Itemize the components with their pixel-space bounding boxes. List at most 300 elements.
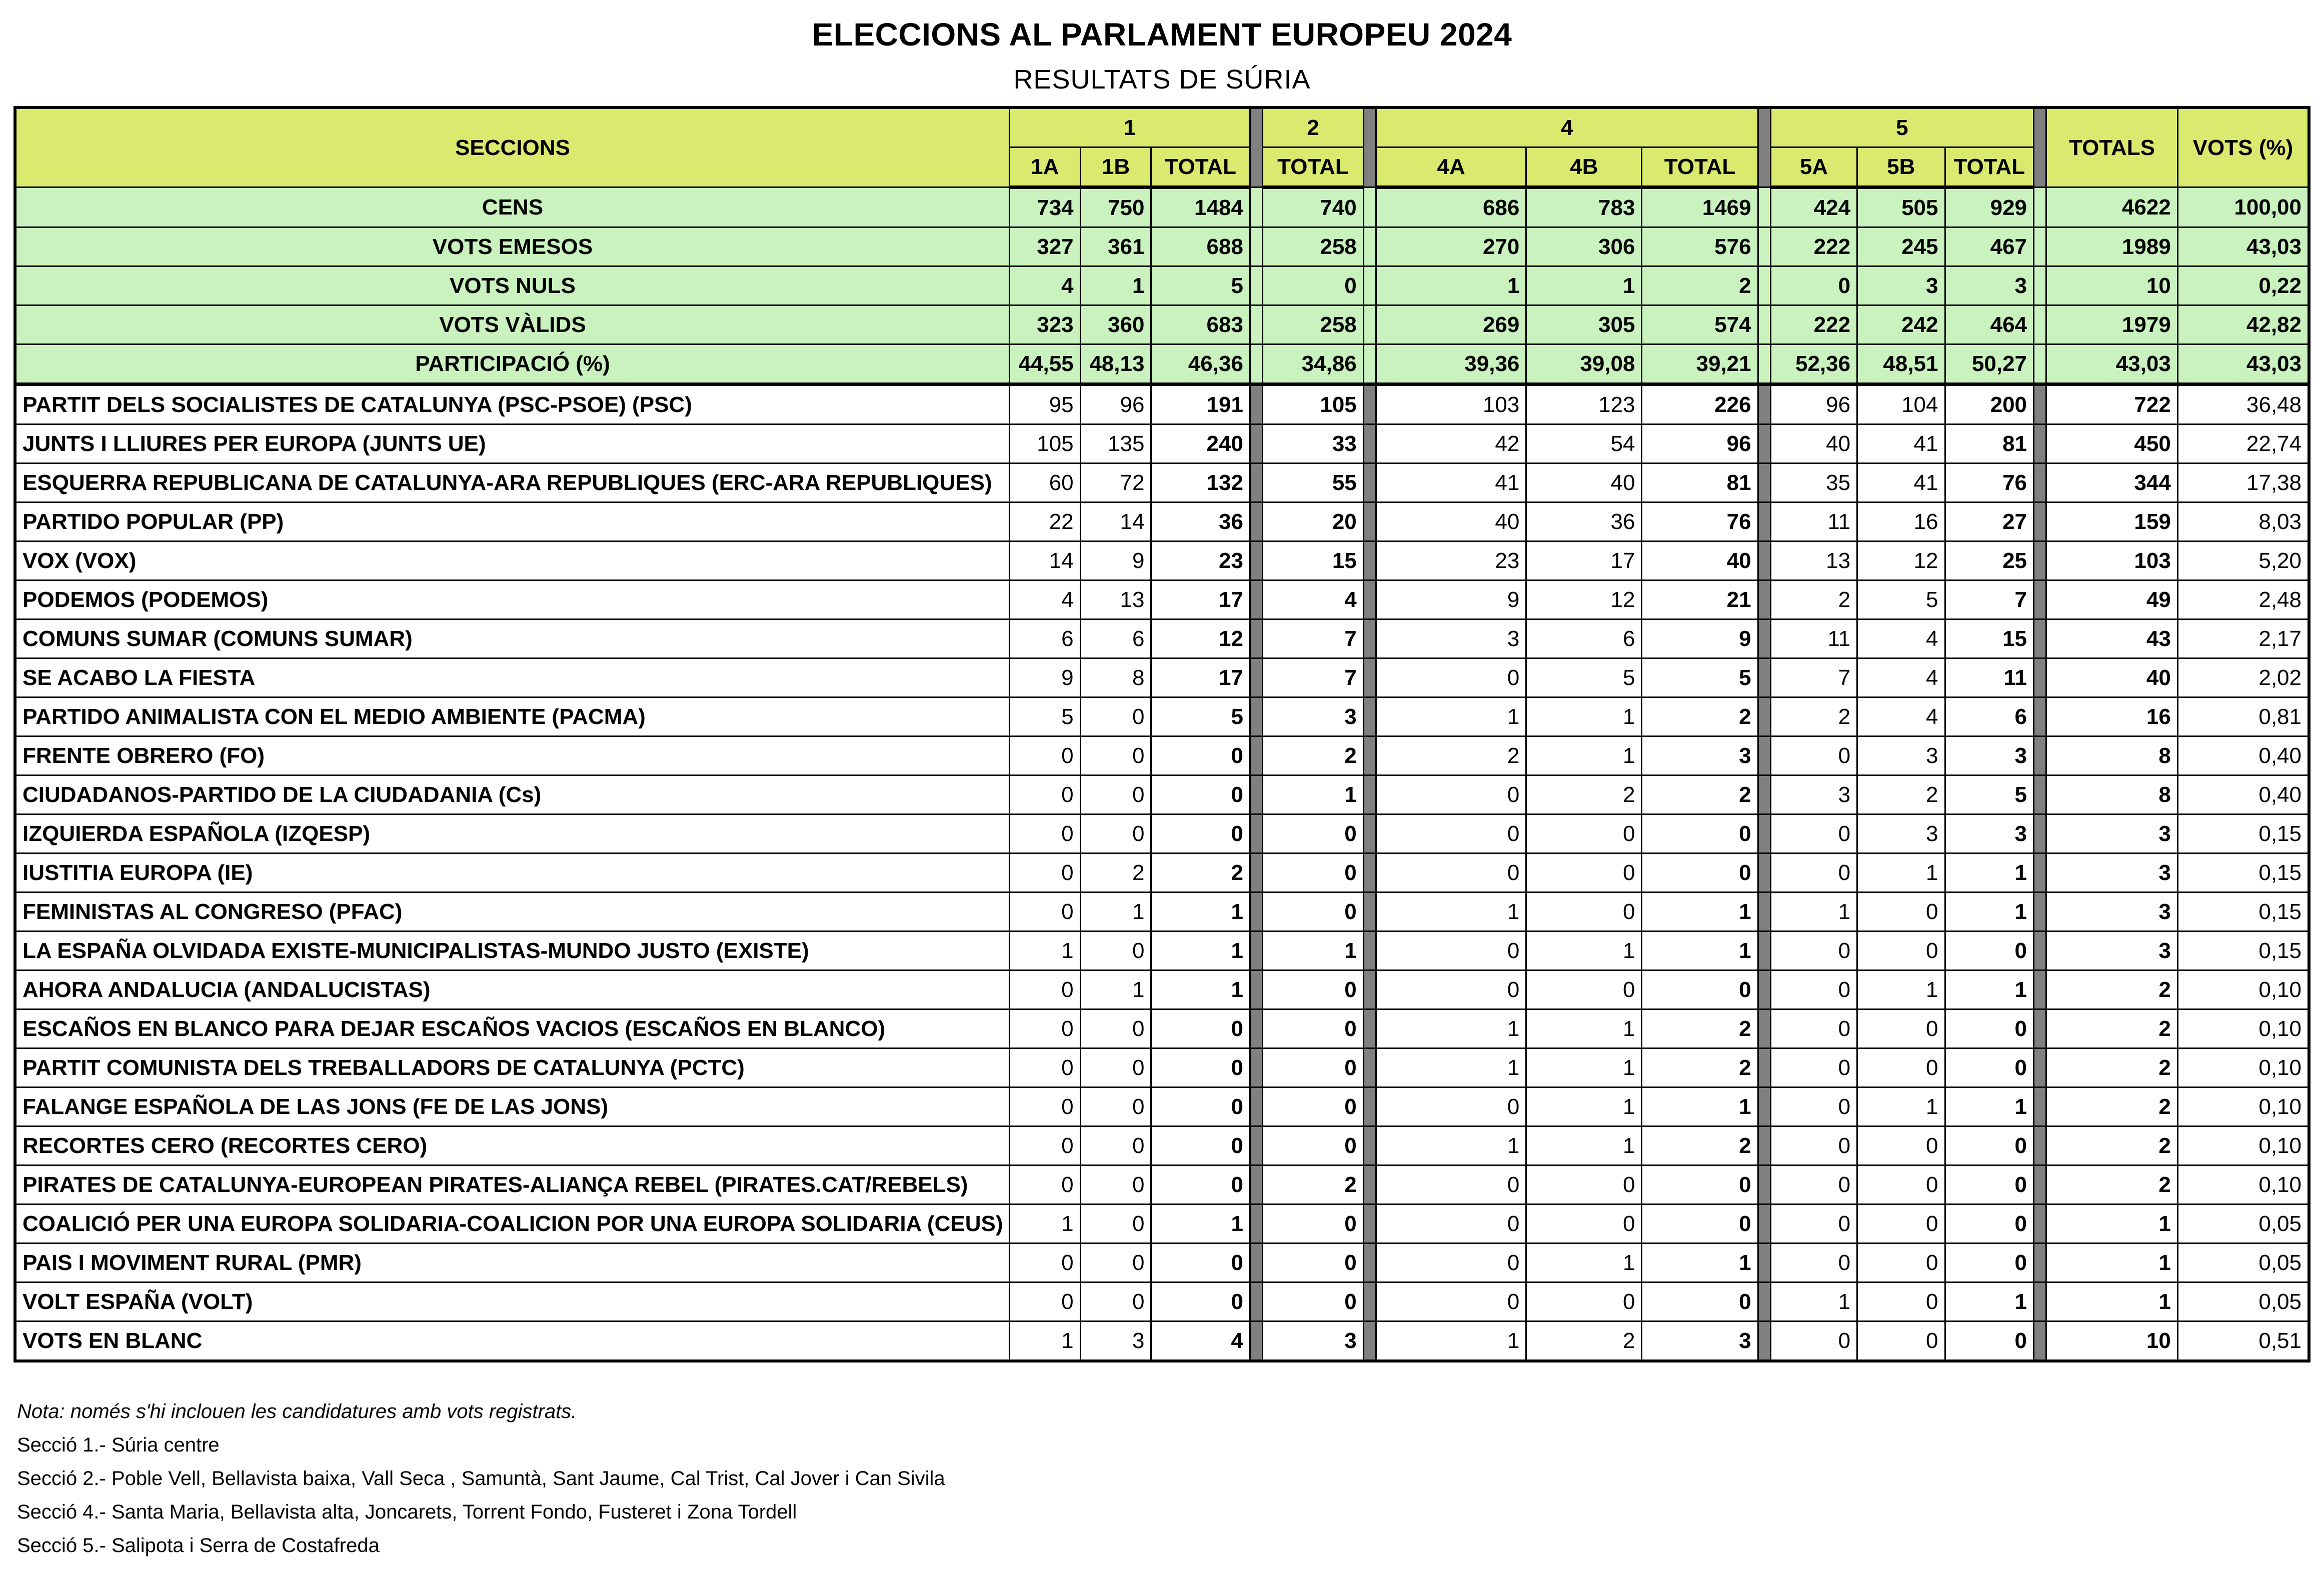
cell-value: 0 (1857, 1048, 1945, 1088)
party-row (15, 1010, 2309, 1048)
header-group-2: 2 (1263, 108, 1364, 148)
cell-value: 0 (1526, 1166, 1642, 1204)
column-separator (1250, 854, 1262, 892)
cell-value: 40 (1770, 424, 1857, 464)
cell-value: 3 (1945, 814, 2034, 854)
column-separator (2034, 1010, 2046, 1048)
column-separator (1363, 1244, 1376, 1282)
column-separator (1758, 424, 1770, 464)
cell-value: 0,10 (2177, 1048, 2309, 1088)
cell-value: 2 (1642, 266, 1758, 306)
column-separator (1758, 776, 1770, 814)
cell-value: 0,51 (2177, 1322, 2309, 1362)
column-separator (1363, 1166, 1376, 1204)
column-separator (1758, 266, 1770, 306)
cell-value: 7 (1770, 658, 1857, 698)
cell-value: 1 (1080, 266, 1151, 306)
cell-value: 0 (1376, 1244, 1526, 1282)
cell-value: 2 (2046, 1010, 2178, 1048)
cell-value: 0 (1080, 1244, 1151, 1282)
cell-value: 48,13 (1080, 344, 1151, 384)
cell-value: 0 (1009, 776, 1080, 814)
cell-value: 5 (1009, 698, 1080, 736)
cell-value: 39,36 (1376, 344, 1526, 384)
row-label: FEMINISTAS AL CONGRESO (PFAC) (15, 892, 1009, 932)
cell-value: 0 (1376, 814, 1526, 854)
cell-value: 464 (1945, 306, 2034, 344)
cell-value: 0 (1376, 1282, 1526, 1322)
column-separator (1363, 620, 1376, 658)
cell-value: 3 (1263, 1322, 1364, 1362)
cell-value: 11 (1770, 502, 1857, 542)
cell-value: 2 (1642, 776, 1758, 814)
cell-value: 1979 (2046, 306, 2178, 344)
column-separator (1363, 464, 1376, 502)
column-separator (2034, 502, 2046, 542)
row-label: VOTS EMESOS (15, 228, 1009, 266)
cell-value: 0 (1770, 1048, 1857, 1088)
cell-value: 0 (1080, 1282, 1151, 1322)
cell-value: 0 (1263, 1244, 1364, 1282)
cell-value: 0,10 (2177, 1088, 2309, 1126)
cell-value: 0,10 (2177, 970, 2309, 1010)
cell-value: 0 (1080, 932, 1151, 970)
column-separator (2034, 1244, 2046, 1282)
cell-value: 8 (2046, 776, 2178, 814)
cell-value: 2,02 (2177, 658, 2309, 698)
cell-value: 34,86 (1263, 344, 1364, 384)
column-separator (1363, 108, 1376, 188)
cell-value: 258 (1263, 306, 1364, 344)
party-row (15, 1126, 2309, 1166)
cell-value: 0 (1009, 970, 1080, 1010)
cell-value: 2 (2046, 970, 2178, 1010)
row-label: COMUNS SUMAR (COMUNS SUMAR) (15, 620, 1009, 658)
party-row (15, 892, 2309, 932)
cell-value: 4 (1009, 580, 1080, 620)
cell-value: 0 (1770, 1322, 1857, 1362)
cell-value: 0 (1080, 1166, 1151, 1204)
cell-value: 22,74 (2177, 424, 2309, 464)
row-label: PODEMOS (PODEMOS) (15, 580, 1009, 620)
table-header (15, 108, 2309, 188)
cell-value: 41 (1857, 424, 1945, 464)
column-separator (2034, 188, 2046, 228)
cell-value: 2 (1526, 776, 1642, 814)
cell-value: 2 (2046, 1088, 2178, 1126)
cell-value: 35 (1770, 464, 1857, 502)
cell-value: 1 (1526, 932, 1642, 970)
column-separator (1758, 502, 1770, 542)
cell-value: 135 (1080, 424, 1151, 464)
cell-value: 1 (1526, 736, 1642, 776)
party-row (15, 736, 2309, 776)
cell-value: 22 (1009, 502, 1080, 542)
cell-value: 1 (1770, 1282, 1857, 1322)
cell-value: 8,03 (2177, 502, 2309, 542)
header-sub-5a: 5A (1770, 148, 1857, 188)
section-note: Secció 5.- Salipota i Serra de Costafreda (17, 1534, 380, 1556)
summary-row (15, 188, 2309, 228)
cell-value: 0 (1526, 1204, 1642, 1244)
cell-value: 0 (1770, 1126, 1857, 1166)
cell-value: 1 (1526, 1088, 1642, 1126)
column-separator (2034, 228, 2046, 266)
cell-value: 2 (1642, 1010, 1758, 1048)
cell-value: 0 (1151, 1048, 1250, 1088)
cell-value: 0 (1642, 970, 1758, 1010)
cell-value: 0 (1263, 814, 1364, 854)
cell-value: 2,17 (2177, 620, 2309, 658)
cell-value: 16 (2046, 698, 2178, 736)
column-separator (1363, 932, 1376, 970)
cell-value: 6 (1945, 698, 2034, 736)
column-separator (2034, 620, 2046, 658)
cell-value: 0,22 (2177, 266, 2309, 306)
row-label: IUSTITIA EUROPA (IE) (15, 854, 1009, 892)
column-separator (1250, 464, 1262, 502)
cell-value: 1 (1151, 1204, 1250, 1244)
cell-value: 52,36 (1770, 344, 1857, 384)
cell-value: 159 (2046, 502, 2178, 542)
row-label: RECORTES CERO (RECORTES CERO) (15, 1126, 1009, 1166)
header-sub-total-4: TOTAL (1642, 148, 1758, 188)
column-separator (1758, 932, 1770, 970)
row-label: ESCAÑOS EN BLANCO PARA DEJAR ESCAÑOS VACIOS (ESCAÑOS EN BLANCO) (15, 1010, 1009, 1048)
cell-value: 96 (1770, 384, 1857, 424)
cell-value: 1 (1526, 1244, 1642, 1282)
column-separator (1758, 108, 1770, 188)
cell-value: 0 (1770, 736, 1857, 776)
cell-value: 361 (1080, 228, 1151, 266)
row-label: VOLT ESPAÑA (VOLT) (15, 1282, 1009, 1322)
cell-value: 2 (2046, 1048, 2178, 1088)
section-note: Secció 2.- Poble Vell, Bellavista baixa, Vall Seca , Samuntà, Sant Jaume, Cal Trist, Cal Jover i Can Sivila (17, 1468, 945, 1490)
column-separator (1363, 776, 1376, 814)
column-separator (1250, 188, 1262, 228)
column-separator (1758, 736, 1770, 776)
cell-value: 0 (1080, 1010, 1151, 1048)
row-label: PARTICIPACIÓ (%) (15, 344, 1009, 384)
cell-value: 1484 (1151, 188, 1250, 228)
column-separator (1363, 1088, 1376, 1126)
column-separator (1250, 1048, 1262, 1088)
column-separator (1250, 970, 1262, 1010)
cell-value: 96 (1642, 424, 1758, 464)
cell-value: 17,38 (2177, 464, 2309, 502)
cell-value: 8 (1080, 658, 1151, 698)
column-separator (1758, 1166, 1770, 1204)
column-separator (2034, 658, 2046, 698)
cell-value: 42 (1376, 424, 1526, 464)
cell-value: 0 (1642, 814, 1758, 854)
cell-value: 36,48 (2177, 384, 2309, 424)
cell-value: 1 (1009, 1322, 1080, 1362)
cell-value: 5 (1857, 580, 1945, 620)
cell-value: 0 (1151, 1126, 1250, 1166)
cell-value: 2 (1263, 1166, 1364, 1204)
cell-value: 0 (1526, 892, 1642, 932)
cell-value: 54 (1526, 424, 1642, 464)
cell-value: 0 (1080, 698, 1151, 736)
cell-value: 783 (1526, 188, 1642, 228)
column-separator (1758, 854, 1770, 892)
party-row (15, 970, 2309, 1010)
party-row (15, 1282, 2309, 1322)
cell-value: 13 (1080, 580, 1151, 620)
cell-value: 0 (1376, 1166, 1526, 1204)
cell-value: 1 (1945, 892, 2034, 932)
cell-value: 0 (1376, 854, 1526, 892)
column-separator (1363, 736, 1376, 776)
cell-value: 1 (1080, 892, 1151, 932)
cell-value: 0 (1009, 1166, 1080, 1204)
cell-value: 9 (1009, 658, 1080, 698)
row-label: PARTIDO ANIMALISTA CON EL MEDIO AMBIENTE (PACMA) (15, 698, 1009, 736)
cell-value: 0,10 (2177, 1126, 2309, 1166)
row-label: PAIS I MOVIMENT RURAL (PMR) (15, 1244, 1009, 1282)
column-separator (1250, 502, 1262, 542)
cell-value: 722 (2046, 384, 2178, 424)
cell-value: 0 (1263, 854, 1364, 892)
column-separator (1758, 1282, 1770, 1322)
cell-value: 5,20 (2177, 542, 2309, 580)
summary-rows (15, 188, 2309, 384)
cell-value: 0,05 (2177, 1244, 2309, 1282)
column-separator (1363, 542, 1376, 580)
column-separator (2034, 1048, 2046, 1088)
cell-value: 0 (1263, 266, 1364, 306)
cell-value: 424 (1770, 188, 1857, 228)
cell-value: 0 (1376, 658, 1526, 698)
cell-value: 3 (1857, 266, 1945, 306)
section-note: Secció 1.- Súria centre (17, 1434, 220, 1456)
cell-value: 39,21 (1642, 344, 1758, 384)
cell-value: 55 (1263, 464, 1364, 502)
column-separator (1363, 1282, 1376, 1322)
column-separator (1363, 814, 1376, 854)
row-label: SE ACABO LA FIESTA (15, 658, 1009, 698)
party-row (15, 1204, 2309, 1244)
cell-value: 11 (1945, 658, 2034, 698)
row-label: VOX (VOX) (15, 542, 1009, 580)
column-separator (1363, 502, 1376, 542)
cell-value: 0 (1857, 1244, 1945, 1282)
cell-value: 0 (1151, 1282, 1250, 1322)
cell-value: 10 (2046, 1322, 2178, 1362)
party-row (15, 620, 2309, 658)
cell-value: 1 (2046, 1282, 2178, 1322)
cell-value: 734 (1009, 188, 1080, 228)
cell-value: 2 (1770, 698, 1857, 736)
header-totals: TOTALS (2046, 108, 2178, 188)
party-row (15, 1088, 2309, 1126)
cell-value: 60 (1009, 464, 1080, 502)
cell-value: 0 (1526, 814, 1642, 854)
summary-row (15, 344, 2309, 384)
cell-value: 10 (2046, 266, 2178, 306)
column-separator (1758, 814, 1770, 854)
cell-value: 76 (1945, 464, 2034, 502)
cell-value: 327 (1009, 228, 1080, 266)
column-separator (1363, 424, 1376, 464)
cell-value: 1 (1642, 892, 1758, 932)
column-separator (1250, 266, 1262, 306)
column-separator (1250, 776, 1262, 814)
header-group-5: 5 (1770, 108, 2033, 148)
cell-value: 1 (1526, 698, 1642, 736)
column-separator (1250, 228, 1262, 266)
column-separator (1758, 384, 1770, 424)
cell-value: 0 (1945, 1126, 2034, 1166)
column-separator (1758, 698, 1770, 736)
cell-value: 25 (1945, 542, 2034, 580)
party-row (15, 658, 2309, 698)
column-separator (1250, 108, 1262, 188)
cell-value: 39,08 (1526, 344, 1642, 384)
column-separator (1250, 580, 1262, 620)
column-separator (1250, 698, 1262, 736)
cell-value: 36 (1526, 502, 1642, 542)
header-vots-pct: VOTS (%) (2177, 108, 2309, 188)
header-sub-1a: 1A (1009, 148, 1080, 188)
cell-value: 0 (1009, 814, 1080, 854)
cell-value: 7 (1945, 580, 2034, 620)
row-label: LA ESPAÑA OLVIDADA EXISTE-MUNICIPALISTAS-MUNDO JUSTO (EXISTE) (15, 932, 1009, 970)
cell-value: 46,36 (1151, 344, 1250, 384)
cell-value: 1 (1945, 970, 2034, 1010)
cell-value: 305 (1526, 306, 1642, 344)
cell-value: 0 (1945, 1244, 2034, 1282)
column-separator (2034, 580, 2046, 620)
cell-value: 1469 (1642, 188, 1758, 228)
column-separator (1758, 1322, 1770, 1362)
cell-value: 7 (1263, 658, 1364, 698)
column-separator (2034, 1322, 2046, 1362)
party-row (15, 776, 2309, 814)
column-separator (1758, 1244, 1770, 1282)
cell-value: 0 (1080, 736, 1151, 776)
cell-value: 1 (1151, 892, 1250, 932)
cell-value: 1 (1151, 932, 1250, 970)
party-row (15, 1166, 2309, 1204)
cell-value: 0 (1009, 1088, 1080, 1126)
row-label: AHORA ANDALUCIA (ANDALUCISTAS) (15, 970, 1009, 1010)
cell-value: 3 (2046, 932, 2178, 970)
cell-value: 5 (1945, 776, 2034, 814)
column-separator (1250, 424, 1262, 464)
cell-value: 0,40 (2177, 736, 2309, 776)
row-label: IZQUIERDA ESPAÑOLA (IZQESP) (15, 814, 1009, 854)
cell-value: 0 (1151, 1010, 1250, 1048)
cell-value: 2 (1642, 1126, 1758, 1166)
cell-value: 40 (2046, 658, 2178, 698)
cell-value: 9 (1642, 620, 1758, 658)
cell-value: 17 (1526, 542, 1642, 580)
column-separator (1250, 306, 1262, 344)
cell-value: 1 (1857, 854, 1945, 892)
row-label: VOTS EN BLANC (15, 1322, 1009, 1362)
column-separator (2034, 384, 2046, 424)
party-row (15, 464, 2309, 502)
column-separator (1758, 344, 1770, 384)
cell-value: 81 (1945, 424, 2034, 464)
party-row (15, 384, 2309, 424)
cell-value: 222 (1770, 306, 1857, 344)
cell-value: 12 (1857, 542, 1945, 580)
cell-value: 574 (1642, 306, 1758, 344)
cell-value: 191 (1151, 384, 1250, 424)
column-separator (2034, 892, 2046, 932)
column-separator (1250, 1166, 1262, 1204)
cell-value: 103 (2046, 542, 2178, 580)
column-separator (1363, 580, 1376, 620)
column-separator (1250, 1244, 1262, 1282)
cell-value: 1 (2046, 1244, 2178, 1282)
cell-value: 105 (1263, 384, 1364, 424)
cell-value: 0,15 (2177, 814, 2309, 854)
cell-value: 0 (1009, 1282, 1080, 1322)
cell-value: 269 (1376, 306, 1526, 344)
column-separator (2034, 306, 2046, 344)
cell-value: 3 (1945, 266, 2034, 306)
column-separator (1250, 1282, 1262, 1322)
cell-value: 1 (1376, 1048, 1526, 1088)
cell-value: 1 (1526, 1010, 1642, 1048)
cell-value: 16 (1857, 502, 1945, 542)
column-separator (2034, 1126, 2046, 1166)
column-separator (1363, 384, 1376, 424)
column-separator (1758, 1088, 1770, 1126)
cell-value: 360 (1080, 306, 1151, 344)
cell-value: 43 (2046, 620, 2178, 658)
cell-value: 0 (1857, 1166, 1945, 1204)
cell-value: 4 (1857, 698, 1945, 736)
row-label: PARTIT DELS SOCIALISTES DE CATALUNYA (PSC-PSOE) (PSC) (15, 384, 1009, 424)
header-group-4: 4 (1376, 108, 1758, 148)
column-separator (2034, 266, 2046, 306)
column-separator (1363, 1204, 1376, 1244)
party-row (15, 814, 2309, 854)
cell-value: 0 (1080, 1048, 1151, 1088)
cell-value: 3 (1857, 736, 1945, 776)
cell-value: 683 (1151, 306, 1250, 344)
cell-value: 23 (1376, 542, 1526, 580)
cell-value: 0 (1009, 1010, 1080, 1048)
cell-value: 2 (2046, 1126, 2178, 1166)
cell-value: 0 (1642, 1282, 1758, 1322)
cell-value: 4 (1857, 658, 1945, 698)
cell-value: 76 (1642, 502, 1758, 542)
cell-value: 0 (1945, 1322, 2034, 1362)
cell-value: 0 (1770, 1204, 1857, 1244)
column-separator (1250, 736, 1262, 776)
column-separator (1758, 970, 1770, 1010)
cell-value: 5 (1526, 658, 1642, 698)
cell-value: 1 (1642, 932, 1758, 970)
cell-value: 42,82 (2177, 306, 2309, 344)
column-separator (1363, 188, 1376, 228)
cell-value: 40 (1526, 464, 1642, 502)
cell-value: 0 (1009, 854, 1080, 892)
cell-value: 0 (1770, 1010, 1857, 1048)
cell-value: 200 (1945, 384, 2034, 424)
cell-value: 40 (1642, 542, 1758, 580)
cell-value: 21 (1642, 580, 1758, 620)
column-separator (1250, 658, 1262, 698)
cell-value: 0 (1857, 1010, 1945, 1048)
column-separator (1250, 384, 1262, 424)
